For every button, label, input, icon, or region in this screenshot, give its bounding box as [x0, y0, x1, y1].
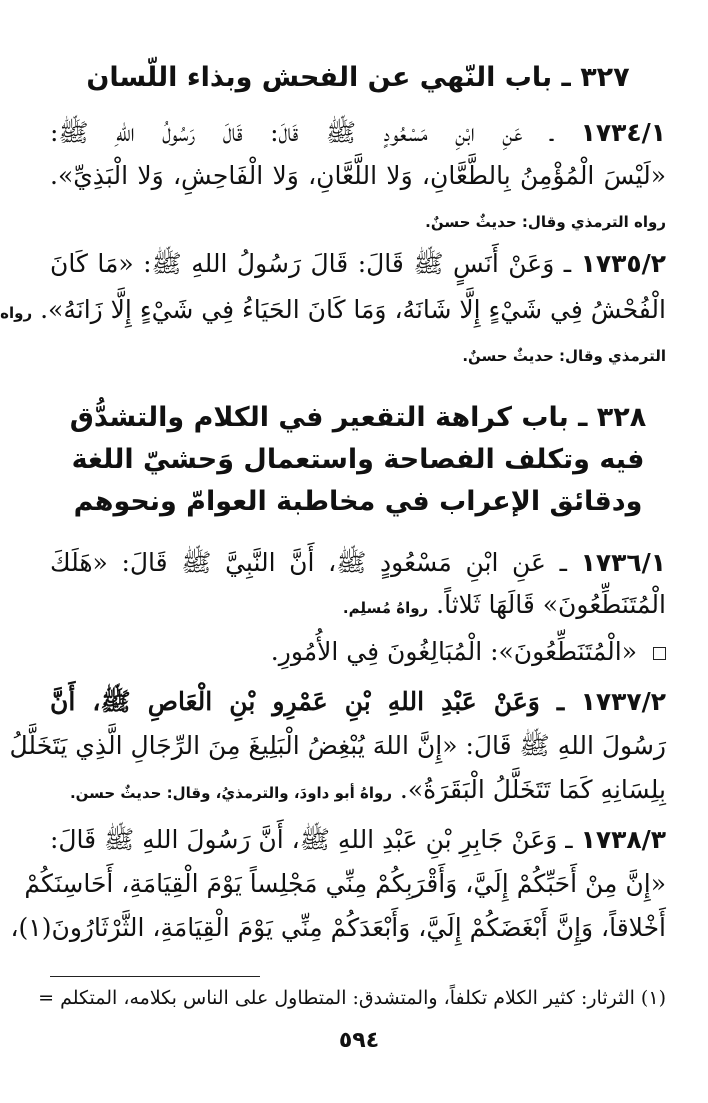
footnote-separator: [50, 976, 260, 977]
hadith-1735-line2: [0, 290, 666, 332]
hadith-number: ١٧٣٦/١: [580, 548, 666, 577]
chapter-heading-327: ٣٢٧ ـ باب النّهي عن الفحش وبذاء اللّسان: [86, 62, 630, 93]
hadith-number: ١٧٣٧/٢: [580, 687, 666, 716]
hadith-text: ـ عَنِ ابْنِ مَسْعُودٍ ﷺ، أَنَّ النَّبِيَّ ﷺ قَالَ: «هَلَكَ: [50, 548, 567, 577]
source-text: رواه: [0, 304, 33, 322]
source-text: رواهُ مُسلِم.: [342, 599, 429, 617]
hadith-text: ـ وَعَنْ جَابِرِ بْنِ عَبْدِ اللهِ ﷺ، أَنَّ رَسُولَ اللهِ ﷺ قَالَ:: [49, 825, 573, 854]
hadith-1738-line2: «إِنَّ مِنْ أَحَبِّكُمْ إِلَيَّ، وَأَقْرَبِكُمْ مِنِّي مَجْلِساً يَوْمَ الْقِيَامَةِ، أَحَاسِنَكُمْ: [24, 869, 666, 898]
source-text: الترمذي وقال: حديثٌ حسنٌ.: [462, 347, 666, 365]
hadith-1734-source: [50, 199, 666, 241]
hadith-1734-line2: «لَيْسَ الْمُؤْمِنُ بِالطَّعَّانِ، وَلا اللَّعَّانِ، وَلا الْفَاحِشِ، وَلا الْبَذِيِّ».: [50, 161, 666, 190]
hadith-1737-line2: رَسُولَ اللهِ ﷺ قَالَ: «إِنَّ اللهَ يُبْغِضُ الْبَلِيغَ مِنَ الرِّجَالِ الَّذِي يَتَخَلَّلُ: [9, 731, 666, 760]
gloss-text: «الْمُتَنَطِّعُونَ»: الْمُبَالِغُونَ فِي الأُمُورِ.: [270, 637, 638, 666]
hadith-1737-line3: [50, 770, 666, 812]
page-number: ٥٩٤: [338, 1028, 380, 1053]
hadith-text: بِلِسَانِهِ كَمَا تَتَخَلَّلُ الْبَقَرَةُ».: [399, 775, 666, 804]
hadith-text: ـ وَعَنْ عَبْدِ اللهِ بْنِ عَمْرِو بْنِ الْعَاصِ ﷺ، أَنَّ: [50, 687, 565, 716]
hadith-text: الْفُحْشُ فِي شَيْءٍ إِلَّا شَانَهُ، وَمَا كَانَ الحَيَاءُ فِي شَيْءٍ إِلَّا زَانَهُ».: [40, 295, 666, 324]
hadith-1736-line2: [50, 585, 666, 627]
hadith-number: ١٧٣٥/٢: [580, 249, 667, 278]
hadith-text: ـ وَعَنْ أَنَسٍ ﷺ قَالَ: قَالَ رَسُولُ اللهِ ﷺ: «مَا كَانَ: [50, 249, 572, 278]
hadith-1738-line1: [50, 820, 666, 862]
hadith-1737-line1: [50, 682, 666, 724]
chapter-heading-328-line3: ودقائق الإعراب في مخاطبة العوامّ ونحوهم: [73, 486, 643, 517]
square-bullet-icon: [653, 647, 666, 660]
hadith-1738-line3: أَخْلاقاً، وَإِنَّ أَبْغَضَكُمْ إِلَيَّ، وَأَبْعَدَكُمْ مِنِّي يَوْمَ الْقِيَامَةِ، الثَّرْثَارُونَ(١)،: [10, 913, 666, 942]
hadith-number: ١٧٣٨/٣: [580, 825, 666, 854]
hadith-number: ١٧٣٤/١: [580, 118, 666, 147]
chapter-heading-328-line2: فيه وتكلف الفصاحة واستعمال وَحشيّ اللغة: [71, 444, 645, 475]
source-text: رواهُ أبو داودَ، والترمذيُ، وقال: حديثٌ حسن.: [69, 784, 392, 802]
hadith-1735-line1: [50, 244, 666, 286]
footnote: (١) الثرثار: كثير الكلام تكلفاً، والمتشدق: المتطاول على الناس بكلامه، المتكلم =: [38, 987, 666, 1009]
chapter-heading-328-line1: ٣٢٨ ـ باب كراهة التقعير في الكلام والتشدُّق: [69, 402, 647, 433]
source-text: رواه الترمذي وقال: حديثٌ حسنٌ.: [425, 213, 666, 231]
hadith-1735-source: [50, 333, 666, 375]
hadith-text: ـ عَنِ ابْنِ مَسْعُودٍ ﷺ قَالَ: قَالَ رَسُولُ اللهِ ﷺ:: [50, 118, 554, 147]
hadith-1736-gloss: [50, 632, 666, 674]
hadith-1736-line1: [50, 543, 666, 585]
hadith-1734-line1: [50, 113, 666, 155]
hadith-text: الْمُتَنَطِّعُونَ» قَالَهَا ثَلاثاً.: [436, 590, 666, 619]
